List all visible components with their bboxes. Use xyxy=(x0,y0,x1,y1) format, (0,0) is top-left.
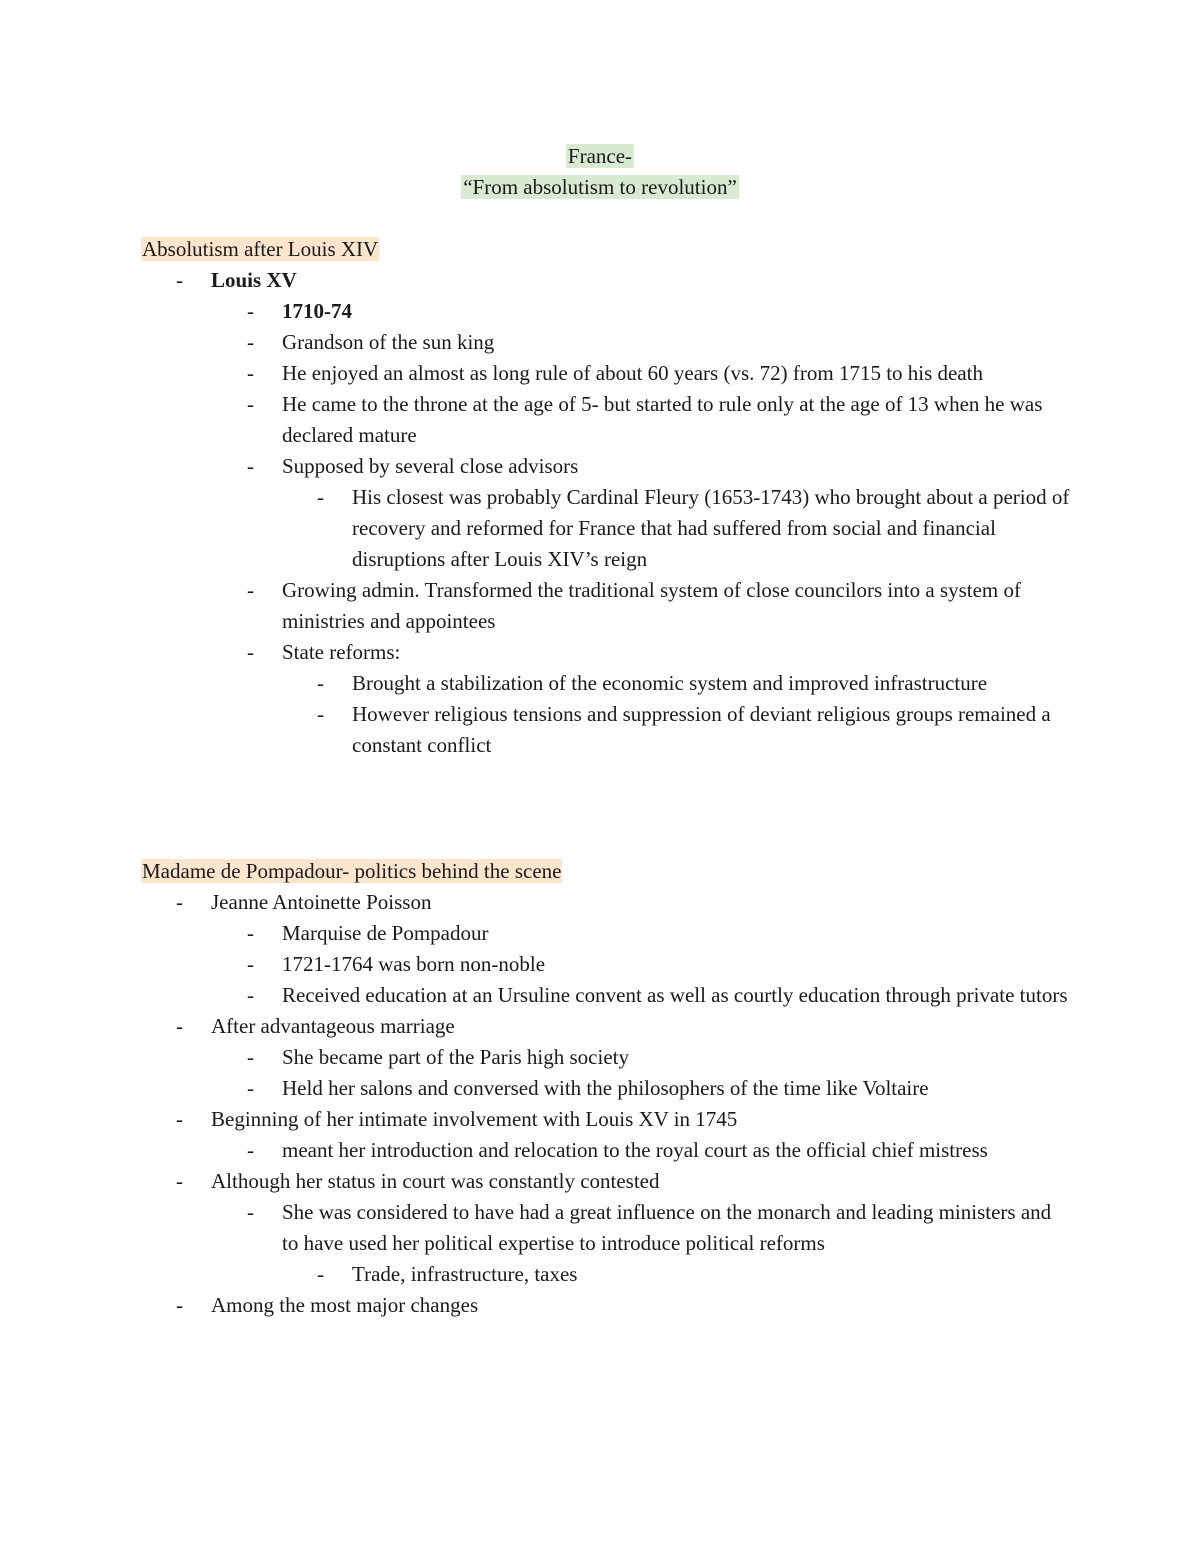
list-item-text: His closest was probably Cardinal Fleury (1653-1743) who brought about a period of recovery and reformed for France that had suffered from social and financial disruptions after Louis XIV’s reign xyxy=(352,485,1070,571)
list-item-text: However religious tensions and suppression of deviant religious groups remained a constant conflict xyxy=(352,702,1051,757)
bullet-dash-icon: - xyxy=(247,361,254,385)
list-item-text: He enjoyed an almost as long rule of about 60 years (vs. 72) from 1715 to his death xyxy=(282,361,984,385)
bullet-dash-icon: - xyxy=(247,578,254,602)
list-item-text: Marquise de Pompadour xyxy=(282,921,489,945)
list-item xyxy=(141,575,1071,637)
list-item xyxy=(141,265,1071,296)
list-item xyxy=(141,1166,1071,1197)
list-item xyxy=(141,699,1071,761)
list-item-text: Among the most major changes xyxy=(211,1293,479,1317)
bullet-dash-icon: - xyxy=(247,983,254,1007)
bullet-dash-icon: - xyxy=(247,1045,254,1069)
list-item-text: Louis XV xyxy=(211,268,297,292)
bullet-dash-icon: - xyxy=(247,454,254,478)
section-heading: Madame de Pompadour- politics behind the scene xyxy=(142,859,562,883)
title-line-2: “From absolutism to revolution” xyxy=(463,175,737,199)
bullet-dash-icon: - xyxy=(176,1014,183,1038)
section-pompadour xyxy=(141,856,1071,1321)
list-item xyxy=(141,296,1071,327)
list-item-text: He came to the throne at the age of 5- but started to rule only at the age of 13 when he was declared mature xyxy=(282,392,1043,447)
bullet-dash-icon: - xyxy=(176,1169,183,1193)
bullet-dash-icon: - xyxy=(317,1262,324,1286)
list-item xyxy=(141,1042,1071,1073)
list-item xyxy=(141,1259,1071,1290)
list-item xyxy=(141,327,1071,358)
list-item xyxy=(141,1104,1071,1135)
list-item-text: Held her salons and conversed with the philosophers of the time like Voltaire xyxy=(282,1076,929,1100)
list-item xyxy=(141,1290,1071,1321)
bullet-dash-icon: - xyxy=(247,1200,254,1224)
bullet-dash-icon: - xyxy=(247,1076,254,1100)
list-item xyxy=(141,389,1071,451)
list-item xyxy=(141,1135,1071,1166)
bullet-dash-icon: - xyxy=(247,392,254,416)
list-item-text: Trade, infrastructure, taxes xyxy=(352,1262,578,1286)
bullet-dash-icon: - xyxy=(317,702,324,726)
list-item xyxy=(141,482,1071,575)
list-item-text: Supposed by several close advisors xyxy=(282,454,579,478)
list-item-text: She became part of the Paris high society xyxy=(282,1045,629,1069)
section-absolutism xyxy=(141,234,1071,761)
bullet-list xyxy=(141,265,1071,761)
bullet-dash-icon: - xyxy=(176,1107,183,1131)
bullet-dash-icon: - xyxy=(176,1293,183,1317)
list-item-text: Brought a stabilization of the economic system and improved infrastructure xyxy=(352,671,988,695)
bullet-dash-icon: - xyxy=(247,640,254,664)
list-item xyxy=(141,1011,1071,1042)
bullet-dash-icon: - xyxy=(176,268,183,292)
list-item xyxy=(141,980,1071,1011)
bullet-list xyxy=(141,887,1071,1321)
list-item xyxy=(141,887,1071,918)
list-item-text: Jeanne Antoinette Poisson xyxy=(211,890,432,914)
list-item-text: Received education at an Ursuline convent as well as courtly education through private tutors xyxy=(282,983,1068,1007)
list-item xyxy=(141,668,1071,699)
list-item xyxy=(141,949,1071,980)
list-item xyxy=(141,1197,1071,1259)
list-item xyxy=(141,358,1071,389)
list-item xyxy=(141,918,1071,949)
document-title xyxy=(0,141,1200,203)
bullet-dash-icon: - xyxy=(247,952,254,976)
list-item-text: After advantageous marriage xyxy=(211,1014,455,1038)
list-item-text: 1710-74 xyxy=(282,299,352,323)
bullet-dash-icon: - xyxy=(247,921,254,945)
bullet-dash-icon: - xyxy=(247,330,254,354)
list-item-text: Growing admin. Transformed the traditional system of close councilors into a system of ministries and appointees xyxy=(282,578,1021,633)
bullet-dash-icon: - xyxy=(247,299,254,323)
list-item-text: Although her status in court was constantly contested xyxy=(211,1169,660,1193)
list-item xyxy=(141,637,1071,668)
list-item-text: She was considered to have had a great influence on the monarch and leading ministers and to have used her political expertise to introduce political reforms xyxy=(282,1200,1052,1255)
list-item-text: Grandson of the sun king xyxy=(282,330,495,354)
list-item-text: State reforms: xyxy=(282,640,401,664)
bullet-dash-icon: - xyxy=(176,890,183,914)
bullet-dash-icon: - xyxy=(317,671,324,695)
list-item xyxy=(141,1073,1071,1104)
list-item-text: meant her introduction and relocation to the royal court as the official chief mistress xyxy=(282,1138,988,1162)
section-heading: Absolutism after Louis XIV xyxy=(142,237,379,261)
title-line-1: France- xyxy=(567,144,633,168)
bullet-dash-icon: - xyxy=(247,1138,254,1162)
bullet-dash-icon: - xyxy=(317,485,324,509)
list-item-text: Beginning of her intimate involvement with Louis XV in 1745 xyxy=(211,1107,738,1131)
list-item-text: 1721-1764 was born non-noble xyxy=(282,952,546,976)
list-item xyxy=(141,451,1071,482)
